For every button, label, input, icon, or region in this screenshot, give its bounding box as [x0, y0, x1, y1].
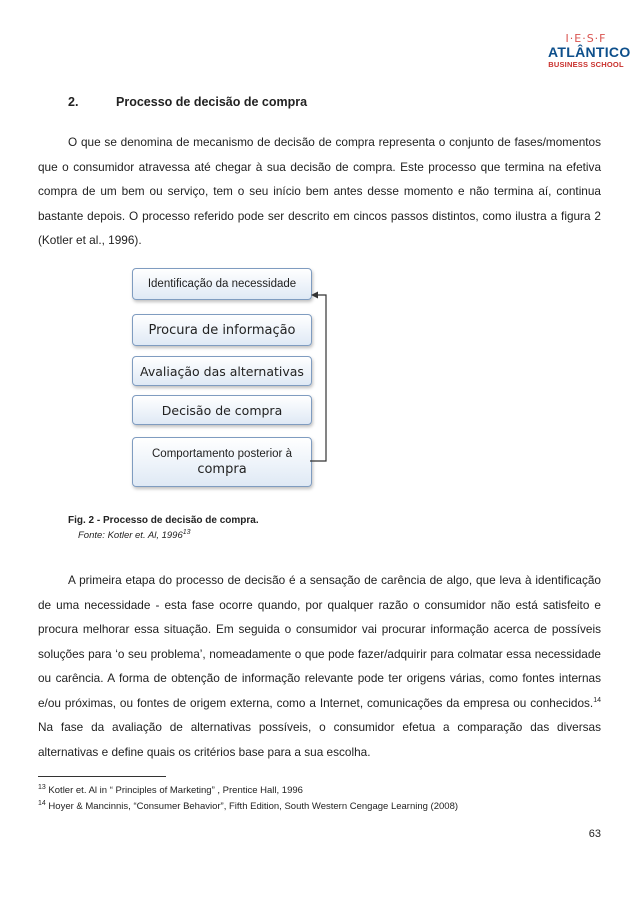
diagram-step-information: Procura de informação	[132, 314, 312, 346]
page-number: 63	[588, 828, 601, 840]
figure-caption: Fig. 2 - Processo de decisão de compra.	[68, 515, 259, 526]
section-number: 2.	[68, 95, 79, 109]
footnote-ref: 14	[593, 696, 601, 704]
footnote: $^{14}$ Hoyer & Mancinnis, “Consumer Behavior”, Fifth Edition, South Western Cengage Learning (2008)	[38, 799, 459, 812]
diagram-step-decision: Decisão de compra	[132, 395, 312, 425]
logo-subtitle: BUSINESS SCHOOL	[548, 60, 624, 69]
step-line-1: Comportamento posterior à	[152, 448, 292, 460]
diagram-step-evaluation: Avaliação das alternativas	[132, 356, 312, 386]
footnote-divider	[38, 776, 166, 777]
paragraph-text: A primeira etapa do processo de decisão é a sensação de carência de algo, que leva à identificação de uma necessidade - esta fase ocorre quando, por qualquer razão o consumidor não está satisfeito e procura melhorar essa situação. Em seguida o consumidor vai procurar informação acerca de possíveis soluções para ‘o seu problema’, nomeadamente o que pode fazer/adquirir para colmatar essa necessidade ou carência. A forma de obtenção de informação relevante pode ter origens várias, como fontes internas e/ou próximas, ou fontes de origem externa, como a Internet, comunicações da empresa ou conhecidos.$^{14}$ Na fase da avaliação de alternativas possíveis, o consumidor efetua a comparação das diversas alternativas e define quais os critérios base para a sua escolha.	[38, 573, 601, 759]
logo-name: ATLÂNTICO	[548, 44, 631, 60]
footnote-ref: 13	[182, 528, 191, 536]
school-logo	[548, 32, 631, 69]
paragraph-text: O que se denomina de mecanismo de decisão de compra representa o conjunto de fases/momentos que o consumidor atravessa até chegar à sua decisão de compra. Este processo que termina na efetiva compra de um bem ou serviço, tem o seu início bem antes desse momento e não termina aí, continua bastante depois. O processo referido pode ser descrito em cincos passos distintos, como ilustra a figura 2 (Kotler et al., 1996).	[38, 135, 601, 247]
intro-paragraph	[38, 130, 601, 253]
section-title: Processo de decisão de compra	[116, 95, 308, 109]
logo-mark: I·E·S·F	[565, 32, 607, 45]
step-line-2: compra	[197, 462, 247, 477]
diagram-step-identification: Identificação da necessidade	[132, 268, 312, 300]
diagram-step-post-purchase	[132, 437, 312, 487]
body-paragraph	[38, 568, 601, 764]
figure-source: Fonte: Kotler et. Al, 1996$^{13}$	[78, 528, 191, 541]
footnote: $^{13}$ Kotler et. Al in “ Principles of Marketing” , Prentice Hall, 1996	[38, 783, 303, 796]
